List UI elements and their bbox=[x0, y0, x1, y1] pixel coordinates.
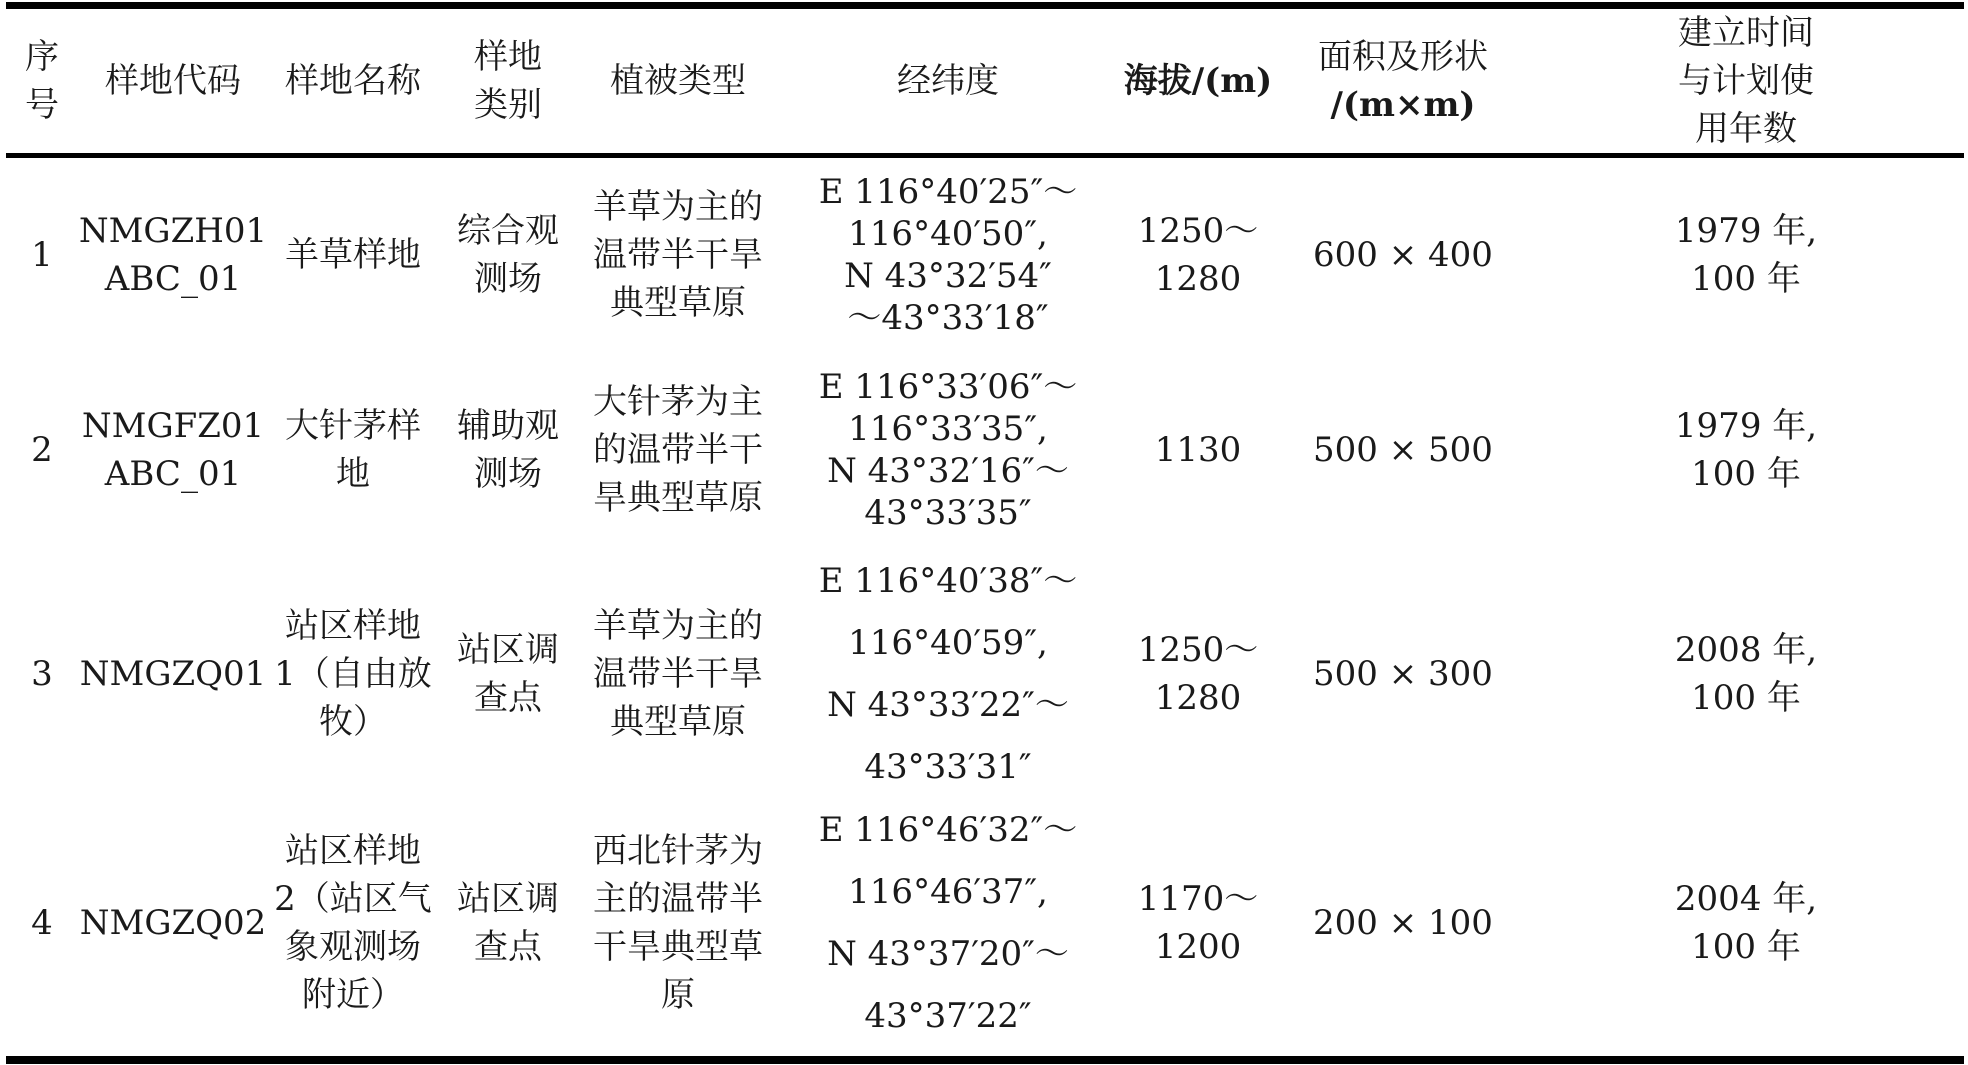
cell-code: NMGZQ02 bbox=[79, 903, 267, 943]
table-row bbox=[6, 549, 1964, 799]
cell-category: 综合观 测场 bbox=[457, 210, 559, 299]
cell-time: 1979 年, 100 年 bbox=[1674, 406, 1818, 494]
cell-vegetation: 羊草为主的 温带半干旱 典型草原 bbox=[593, 186, 763, 323]
header-vegetation: 植被类型 bbox=[610, 61, 746, 101]
cell-name: 站区样地 2（站区气 象观测场 附近） bbox=[274, 831, 432, 1015]
cell-vegetation: 西北针茅为 主的温带半 干旱典型草 原 bbox=[593, 831, 763, 1015]
cell-time: 1979 年, 100 年 bbox=[1674, 210, 1818, 299]
header-no: 序 号 bbox=[25, 37, 59, 125]
header-row bbox=[6, 9, 1964, 153]
cell-name: 大针茅样 地 bbox=[285, 406, 421, 494]
cell-category: 站区调 查点 bbox=[457, 879, 559, 967]
table-row bbox=[6, 799, 1964, 1047]
cell-coordinates: E 116°40′38″～ 116°40′59″, N 43°33′22″～ 43°33′31″ bbox=[818, 561, 1078, 787]
cell-coordinates: E 116°46′32″～ 116°46′37″, N 43°37′20″～ 43°37′22″ bbox=[818, 810, 1078, 1036]
header-time: 建立时间 与计划使 用年数 bbox=[1678, 13, 1814, 149]
table-row bbox=[6, 158, 1964, 351]
cell-area: 500 × 500 bbox=[1313, 430, 1493, 470]
header-name: 样地名称 bbox=[285, 61, 421, 101]
table-row bbox=[6, 351, 1964, 549]
cell-altitude: 1250～ 1280 bbox=[1137, 630, 1259, 718]
cell-no: 1 bbox=[31, 234, 53, 275]
cell-coordinates: E 116°33′06″～ 116°33′35″, N 43°32′16″～ 43°33′35″ bbox=[818, 367, 1078, 533]
cell-altitude: 1130 bbox=[1154, 430, 1242, 470]
cell-coordinates: E 116°40′25″～ 116°40′50″, N 43°32′54″ ～43°33′18″ bbox=[818, 171, 1078, 338]
cell-name: 羊草样地 bbox=[285, 234, 421, 275]
table-top-rule bbox=[6, 2, 1964, 9]
cell-altitude: 1250～ 1280 bbox=[1137, 210, 1259, 299]
cell-code: NMGZQ01 bbox=[79, 654, 267, 694]
cell-category: 站区调 查点 bbox=[457, 630, 559, 718]
cell-no: 3 bbox=[31, 654, 53, 694]
table-bottom-rule bbox=[6, 1056, 1964, 1064]
cell-name: 站区样地 1（自由放 牧） bbox=[274, 606, 432, 742]
cell-area: 600 × 400 bbox=[1313, 234, 1493, 275]
cell-time: 2004 年, 100 年 bbox=[1674, 879, 1818, 967]
cell-no: 4 bbox=[31, 903, 53, 943]
cell-category: 辅助观 测场 bbox=[457, 406, 559, 494]
header-altitude: 海拔/(m) bbox=[1123, 61, 1273, 101]
cell-altitude: 1170～ 1200 bbox=[1137, 879, 1259, 967]
cell-time: 2008 年, 100 年 bbox=[1674, 630, 1818, 718]
cell-code: NMGZH01 ABC_01 bbox=[78, 210, 268, 299]
cell-area: 200 × 100 bbox=[1313, 903, 1493, 943]
header-code: 样地代码 bbox=[105, 61, 241, 101]
cell-vegetation: 羊草为主的 温带半干旱 典型草原 bbox=[593, 606, 763, 742]
cell-vegetation: 大针茅为主 的温带半干 旱典型草原 bbox=[593, 382, 763, 518]
cell-no: 2 bbox=[31, 430, 53, 470]
header-coordinates: 经纬度 bbox=[897, 61, 999, 101]
cell-code: NMGFZ01 ABC_01 bbox=[81, 406, 265, 494]
header-category: 样地 类别 bbox=[474, 37, 542, 125]
cell-area: 500 × 300 bbox=[1313, 654, 1493, 694]
plot-table bbox=[6, 9, 1964, 1047]
header-area: 面积及形状 /(m×m) bbox=[1318, 37, 1488, 125]
